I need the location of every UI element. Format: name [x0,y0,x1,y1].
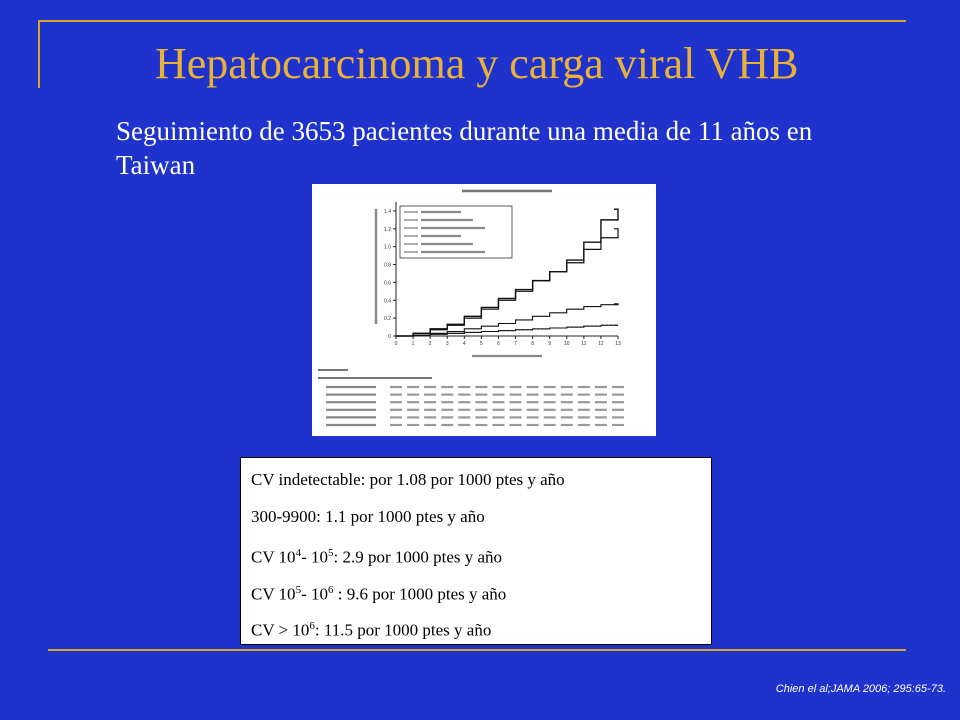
result-row-300-9900: 300-9900: 1.1 por 1000 ptes y año [251,506,485,526]
series-line-3 [396,304,618,336]
cumulative-incidence-chart [312,184,656,436]
result-row-undetectable: CV indetectable: por 1.08 por 1000 ptes y año [251,470,565,489]
y-tick-label: 0 [388,334,391,340]
left-rule [38,20,40,88]
bottom-rule [48,649,906,651]
y-tick-label: 0.2 [384,316,391,323]
x-tick-label: 9 [548,341,552,347]
result-row-10e5-10e6: CV $10^5-$ $10^6$ : 9.6 por 1000 ptes y año [251,583,507,604]
x-tick-label: 10 [563,341,570,347]
x-tick-label: 2 [428,341,432,347]
y-tick-label: 1.0 [384,244,391,251]
x-tick-label: 6 [497,341,500,347]
x-tick-label: 0 [394,341,398,347]
x-tick-label: 3 [445,341,449,347]
x-tick-label: 11 [581,341,587,347]
top-rule [40,20,906,22]
x-tick-label: 5 [479,341,483,347]
y-tick-label: 0.8 [384,262,391,269]
y-tick-label: 0.6 [384,280,391,287]
y-tick-label: 1.2 [384,226,391,233]
y-tick-label: 1.4 [384,208,391,215]
slide-title: Hepatocarcinoma y carga viral VHB [155,39,799,88]
x-tick-label: 1 [411,341,415,347]
x-tick-label: 7 [514,341,517,347]
chart-figure [312,184,656,436]
result-row-gt-10e6: CV > $10^6$: 11.5 por 1000 ptes y año [251,620,492,641]
x-tick-label: 13 [615,341,621,347]
x-tick-label: 4 [462,341,466,347]
x-tick-label: 12 [598,341,604,347]
y-tick-label: 0.4 [384,298,391,305]
series-line-5 [396,325,618,336]
legend-box [400,206,512,258]
result-row-10e4-10e5: CV $10^4-$ $10^5$: 2.9 por 1000 ptes y año [251,547,503,567]
results-box [240,457,712,645]
slide-subtitle: Seguimiento de 3653 pacientes durante una media de 11 años en Taiwan [116,116,813,180]
x-tick-label: 8 [531,341,535,347]
citation: Chien el al;JAMA 2006; 295:65-73. [775,683,946,695]
